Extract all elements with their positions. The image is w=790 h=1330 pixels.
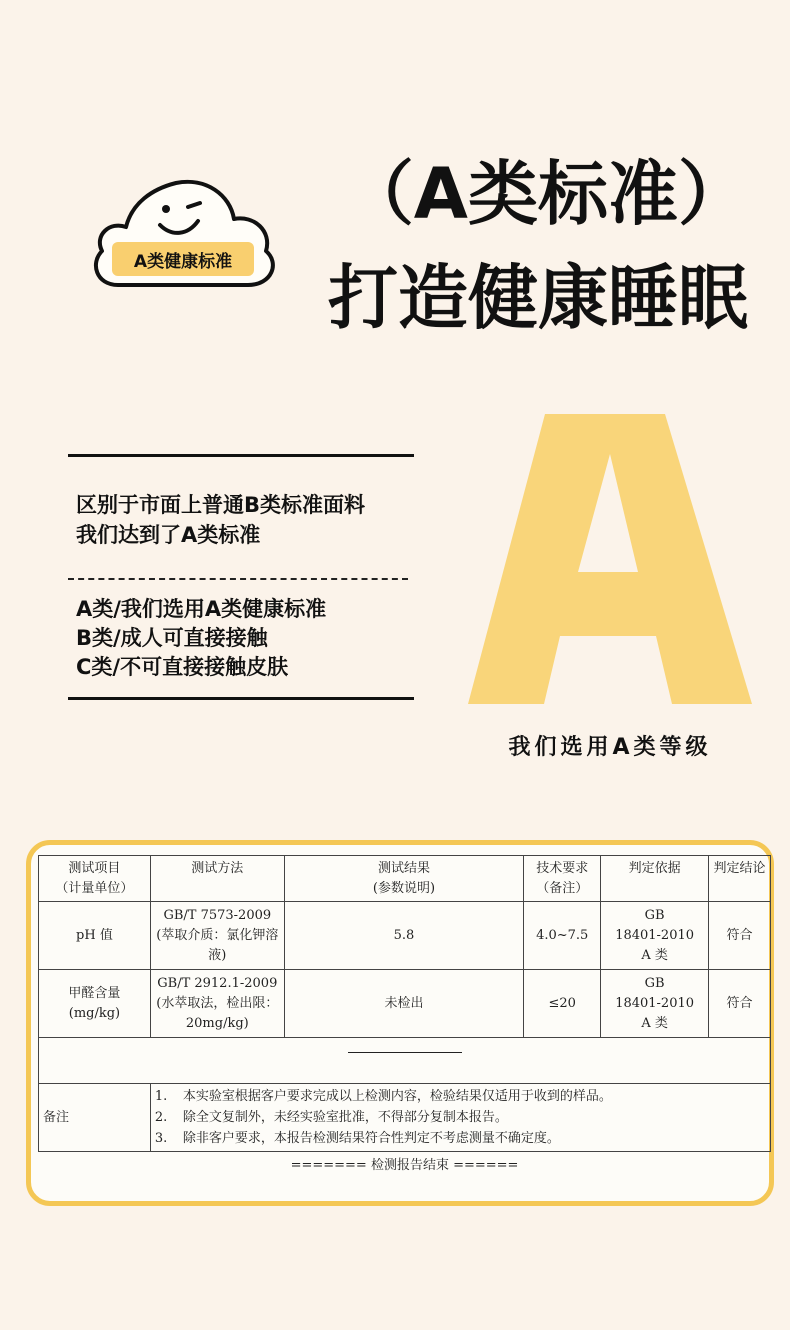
cell-requirement: 4.0~7.5 [524, 902, 601, 970]
cell-result: 未检出 [284, 970, 524, 1038]
note-item: 2. 除全文复制外，未经实验室批准，不得部分复制本报告。 [154, 1110, 508, 1125]
cell-basis: GB 18401-2010 A 类 [601, 970, 709, 1038]
cell-basis: GB 18401-2010 A 类 [601, 902, 709, 970]
intro-line-1: 区别于市面上普通B类标准面料 [76, 493, 366, 517]
notes-label: 备注 [39, 1084, 151, 1152]
header-cell: 技术要求 （备注） [524, 856, 601, 902]
intro-line-2: 我们达到了A类标准 [76, 523, 261, 547]
a-class-caption: 我们选用A类等级 [508, 735, 712, 760]
class-b-line: B类/成人可直接接触 [76, 626, 268, 650]
header-cell: 测试方法 [150, 856, 284, 902]
blank-separator [348, 1052, 462, 1053]
header-cell: 判定结论 [709, 856, 771, 902]
table-header-row [39, 856, 771, 902]
note-item: 1. 本实验室根据客户要求完成以上检测内容，检验结果仅适用于收到的样品。 [154, 1089, 612, 1104]
class-a-line: A类/我们选用A类健康标准 [76, 597, 327, 621]
cell-method: GB/T 7573-2009 (萃取介质：氯化钾溶 液) [150, 902, 284, 970]
notes-content [150, 1084, 770, 1152]
cloud-smiley-icon [88, 175, 278, 295]
cell-requirement: ≤20 [524, 970, 601, 1038]
header-cell: 测试项目 （计量单位） [39, 856, 151, 902]
class-c-line: C类/不可直接接触皮肤 [76, 655, 289, 679]
headline-line-2: 打造健康睡眠 [328, 257, 748, 339]
a-class-badge: A类健康标准 [112, 242, 254, 276]
top-rule [68, 454, 414, 457]
table-row [39, 902, 771, 970]
cloud-mascot [88, 175, 278, 295]
report-end-marker: ======= 检测报告结束 ====== [290, 1158, 519, 1173]
cell-result: 5.8 [284, 902, 524, 970]
header-cell: 测试结果 (参数说明) [284, 856, 524, 902]
dashed-divider [68, 578, 408, 580]
header-cell: 判定依据 [601, 856, 709, 902]
cell-item: pH 值 [39, 902, 151, 970]
note-item: 3. 除非客户要求，本报告检测结果符合性判定不考虑测量不确定度。 [154, 1131, 560, 1146]
big-letter-a [460, 414, 752, 714]
notes-row [39, 1084, 771, 1152]
table-row [39, 970, 771, 1038]
table-blank-row [39, 1038, 771, 1084]
test-report-table [38, 855, 771, 1152]
cell-conclusion: 符合 [709, 970, 771, 1038]
cell-conclusion: 符合 [709, 902, 771, 970]
cell-method: GB/T 2912.1-2009 (水萃取法，检出限： 20mg/kg) [150, 970, 284, 1038]
headline-line-1: （A类标准） [343, 153, 748, 235]
cell-item: 甲醛含量 (mg/kg) [39, 970, 151, 1038]
bottom-rule [68, 697, 414, 700]
